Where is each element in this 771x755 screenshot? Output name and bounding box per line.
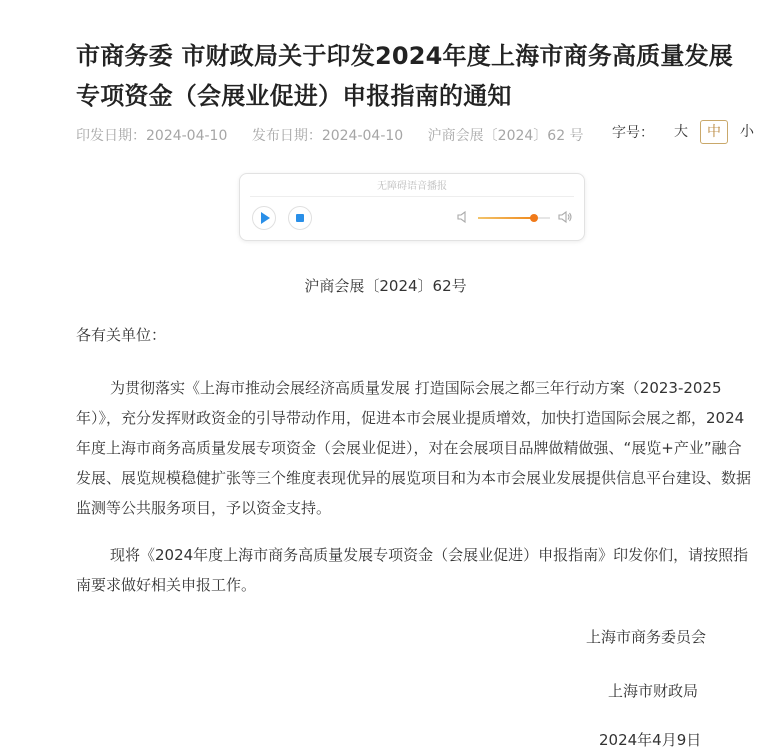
player-title: 无障碍语音播报 — [377, 181, 447, 192]
player-divider — [250, 196, 574, 197]
signature-commerce-commission: 上海市商务委员会 — [586, 628, 707, 646]
font-size-medium-button[interactable]: 中 — [700, 120, 728, 144]
audio-player — [239, 173, 585, 241]
volume-slider-fill — [478, 217, 534, 219]
article-meta — [76, 125, 604, 145]
document-number: 沪商会展〔2024〕62号 — [304, 277, 467, 295]
stop-icon — [296, 214, 304, 222]
volume-slider[interactable] — [478, 217, 550, 219]
body-paragraph-2: 现将《2024年度上海市商务高质量发展专项资金（会展业促进）申报指南》印发你们，请按照指南要求做好相关申报工作。 — [76, 546, 749, 594]
doc-reference: 沪商会展〔2024〕62 号 — [427, 128, 584, 144]
font-size-large-button[interactable]: 大 — [674, 124, 688, 140]
font-size-small-button[interactable]: 小 — [740, 124, 754, 140]
font-size-switcher — [612, 120, 766, 144]
print-date: 印发日期：2024-04-10 — [76, 128, 228, 144]
page-title: 市商务委 市财政局关于印发2024年度上海市商务高质量发展专项资金（会展业促进）申报指南的通知 — [76, 42, 733, 110]
volume-slider-handle[interactable] — [530, 214, 538, 222]
body-paragraph-1: 为贯彻落实《上海市推动会展经济高质量发展 打造国际会展之都三年行动方案（2023-2025年）》，充分发挥财政资金的引导带动作用，促进本市会展业提质增效，加快打造国际会展之都，2024年度上海市商务高质量发展专项资金（会展业促进），对在会展项目品牌做精做强、“展览+产业”融合发展、展览规模稳健扩张等三个维度表现优异的展览项目和为本市会展业发展提供信息平台建设、数据监测等公共服务项目，予以资金支持。 — [76, 379, 752, 517]
play-icon — [261, 212, 270, 224]
play-button[interactable] — [252, 206, 276, 230]
signature-finance-bureau: 上海市财政局 — [608, 682, 699, 700]
publish-date: 发布日期：2024-04-10 — [251, 128, 404, 144]
addressee: 各有关单位： — [76, 326, 167, 344]
volume-high-icon[interactable] — [558, 210, 572, 224]
volume-low-icon[interactable] — [456, 210, 470, 224]
font-size-label: 字号： — [612, 125, 654, 141]
stop-button[interactable] — [288, 206, 312, 230]
document-date: 2024年4月9日 — [599, 731, 702, 749]
